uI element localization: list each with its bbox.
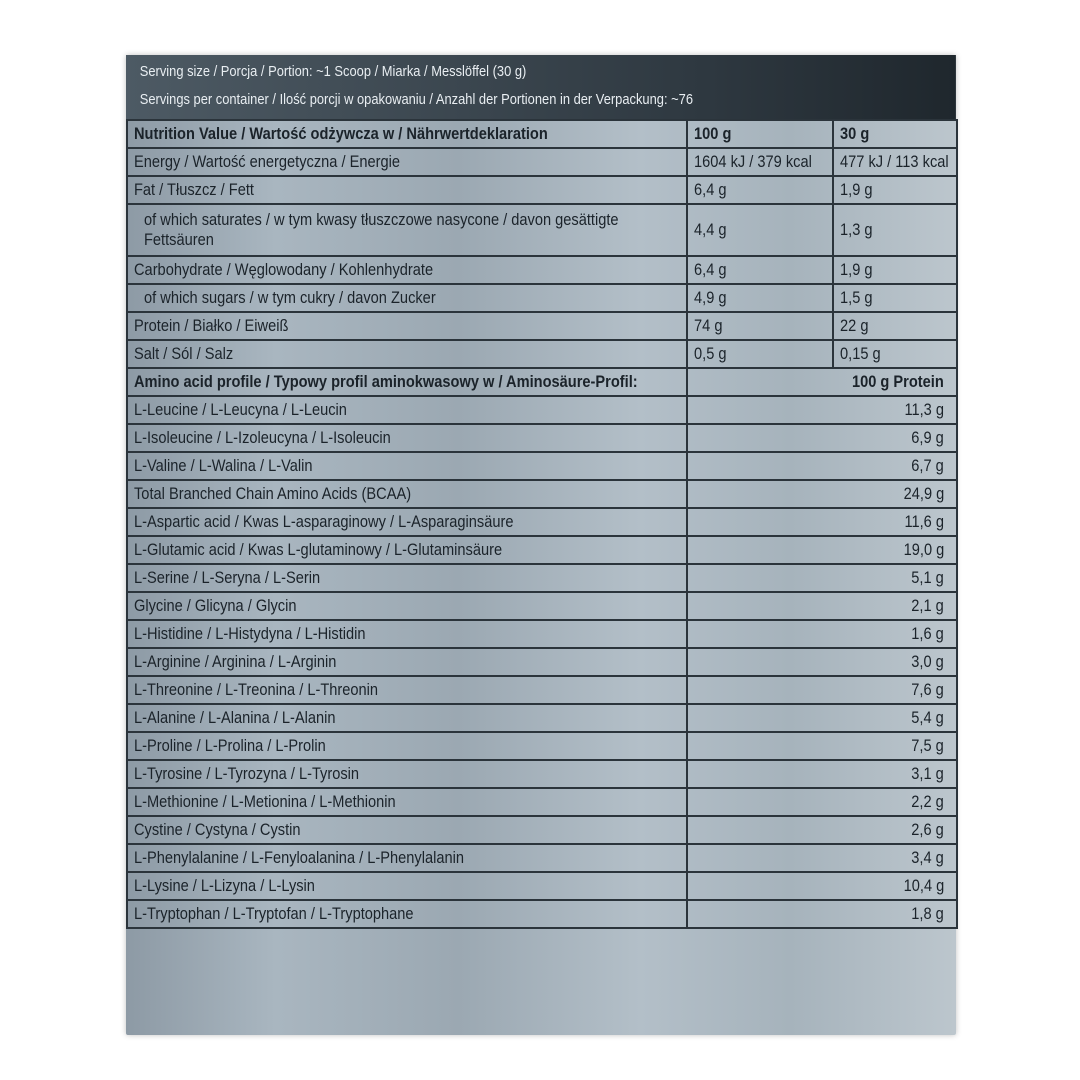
nutrition-header-row (127, 120, 957, 148)
value-per-30g: 1,9 g (833, 256, 957, 284)
value-per-100g: 0,5 g (687, 340, 833, 368)
nutrient-name: Fat / Tłuszcz / Fett (127, 176, 687, 204)
column-header-100g: 100 g (687, 120, 833, 148)
nutrient-name: of which saturates / w tym kwasy tłuszczowe nasycone / davon gesättigte Fettsäuren (127, 204, 687, 256)
amino-acid-name: Glycine / Glicyna / Glycin (127, 592, 687, 620)
nutrition-row (127, 312, 957, 340)
amino-acid-name: L-Phenylalanine / L-Fenyloalanina / L-Phenylalanin (127, 844, 687, 872)
amino-acid-name: L-Tyrosine / L-Tyrozyna / L-Tyrosin (127, 760, 687, 788)
column-header-100g-protein: 100 g Protein (687, 368, 957, 396)
nutrition-row (127, 284, 957, 312)
amino-acid-name: L-Aspartic acid / Kwas L-asparaginowy / L-Asparaginsäure (127, 508, 687, 536)
amino-row (127, 844, 957, 872)
amino-acid-value: 5,1 g (687, 564, 957, 592)
amino-row (127, 592, 957, 620)
amino-acid-name: Cystine / Cystyna / Cystin (127, 816, 687, 844)
amino-acid-value: 10,4 g (687, 872, 957, 900)
nutrition-table (126, 119, 958, 929)
column-header-30g: 30 g (833, 120, 957, 148)
amino-acid-name: L-Leucine / L-Leucyna / L-Leucin (127, 396, 687, 424)
amino-acid-value: 3,1 g (687, 760, 957, 788)
amino-row (127, 760, 957, 788)
nutrition-label (126, 55, 956, 1035)
amino-row (127, 900, 957, 928)
amino-acid-value: 24,9 g (687, 480, 957, 508)
amino-acid-value: 19,0 g (687, 536, 957, 564)
amino-acid-name: L-Alanine / L-Alanina / L-Alanin (127, 704, 687, 732)
nutrition-row (127, 176, 957, 204)
amino-acid-name: L-Isoleucine / L-Izoleucyna / L-Isoleucin (127, 424, 687, 452)
nutrition-row (127, 256, 957, 284)
value-per-100g: 4,9 g (687, 284, 833, 312)
value-per-30g: 1,9 g (833, 176, 957, 204)
amino-header-label: Amino acid profile / Typowy profil aminokwasowy w / Aminosäure-Profil: (127, 368, 687, 396)
amino-row (127, 564, 957, 592)
amino-acid-name: Total Branched Chain Amino Acids (BCAA) (127, 480, 687, 508)
amino-acid-value: 3,4 g (687, 844, 957, 872)
amino-row (127, 732, 957, 760)
nutrient-name: Energy / Wartość energetyczna / Energie (127, 148, 687, 176)
amino-row (127, 452, 957, 480)
amino-row (127, 480, 957, 508)
amino-row (127, 872, 957, 900)
value-per-30g: 1,3 g (833, 204, 957, 256)
amino-acid-value: 7,6 g (687, 676, 957, 704)
amino-row (127, 648, 957, 676)
nutrition-header-label: Nutrition Value / Wartość odżywcza w / Nährwertdeklaration (127, 120, 687, 148)
amino-acid-value: 11,6 g (687, 508, 957, 536)
amino-acid-name: L-Glutamic acid / Kwas L-glutaminowy / L-Glutaminsäure (127, 536, 687, 564)
amino-acid-value: 1,6 g (687, 620, 957, 648)
nutrient-name: of which sugars / w tym cukry / davon Zucker (127, 284, 687, 312)
nutrition-row (127, 148, 957, 176)
value-per-100g: 6,4 g (687, 256, 833, 284)
value-per-30g: 477 kJ / 113 kcal (833, 148, 957, 176)
serving-header (126, 55, 956, 119)
amino-acid-value: 1,8 g (687, 900, 957, 928)
amino-acid-name: L-Serine / L-Seryna / L-Serin (127, 564, 687, 592)
amino-acid-value: 2,6 g (687, 816, 957, 844)
amino-header-row (127, 368, 957, 396)
amino-row (127, 620, 957, 648)
amino-row (127, 788, 957, 816)
value-per-100g: 74 g (687, 312, 833, 340)
amino-acid-name: L-Histidine / L-Histydyna / L-Histidin (127, 620, 687, 648)
amino-acid-name: L-Threonine / L-Treonina / L-Threonin (127, 676, 687, 704)
amino-acid-value: 5,4 g (687, 704, 957, 732)
amino-acid-name: L-Lysine / L-Lizyna / L-Lysin (127, 872, 687, 900)
amino-acid-value: 6,9 g (687, 424, 957, 452)
amino-row (127, 508, 957, 536)
value-per-100g: 6,4 g (687, 176, 833, 204)
nutrient-name: Salt / Sól / Salz (127, 340, 687, 368)
amino-acid-value: 2,1 g (687, 592, 957, 620)
amino-acid-name: L-Proline / L-Prolina / L-Prolin (127, 732, 687, 760)
amino-acid-value: 2,2 g (687, 788, 957, 816)
serving-size: Serving size / Porcja / Portion: ~1 Scoop / Miarka / Messlöffel (30 g) (139, 63, 527, 80)
value-per-30g: 0,15 g (833, 340, 957, 368)
amino-acid-value: 11,3 g (687, 396, 957, 424)
amino-acid-value: 6,7 g (687, 452, 957, 480)
nutrition-row (127, 204, 957, 256)
amino-acid-name: L-Valine / L-Walina / L-Valin (127, 452, 687, 480)
amino-acid-value: 3,0 g (687, 648, 957, 676)
value-per-100g: 4,4 g (687, 204, 833, 256)
amino-row (127, 816, 957, 844)
amino-acid-value: 7,5 g (687, 732, 957, 760)
amino-row (127, 536, 957, 564)
amino-row (127, 424, 957, 452)
amino-row (127, 676, 957, 704)
amino-row (127, 396, 957, 424)
amino-acid-name: L-Tryptophan / L-Tryptofan / L-Tryptophane (127, 900, 687, 928)
amino-acid-name: L-Methionine / L-Metionina / L-Methionin (127, 788, 687, 816)
servings-per-container: Servings per container / Ilość porcji w opakowaniu / Anzahl der Portionen in der Verpackung: ~76 (139, 91, 693, 108)
amino-acid-name: L-Arginine / Arginina / L-Arginin (127, 648, 687, 676)
amino-row (127, 704, 957, 732)
nutrient-name: Protein / Białko / Eiweiß (127, 312, 687, 340)
nutrient-name: Carbohydrate / Węglowodany / Kohlenhydrate (127, 256, 687, 284)
value-per-30g: 1,5 g (833, 284, 957, 312)
value-per-100g: 1604 kJ / 379 kcal (687, 148, 833, 176)
value-per-30g: 22 g (833, 312, 957, 340)
nutrition-row (127, 340, 957, 368)
